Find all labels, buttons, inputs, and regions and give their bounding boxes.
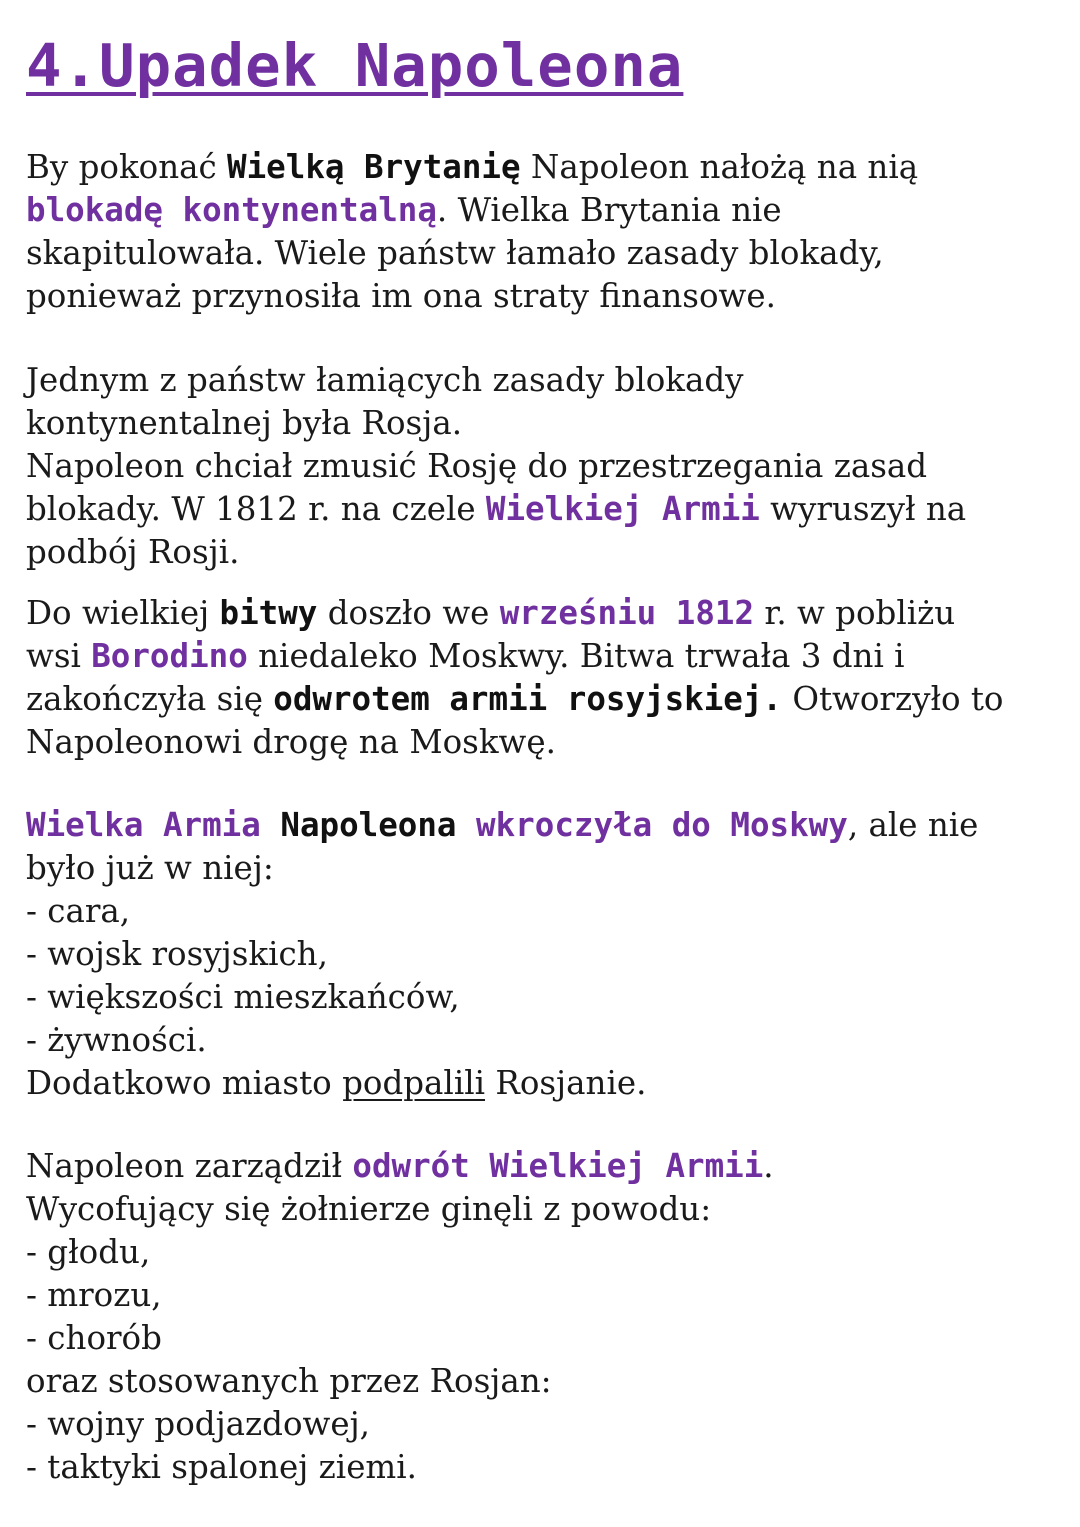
list-item: - wojsk rosyjskich,: [26, 935, 328, 973]
keyword-entered-moscow: wkroczyła do Moskwy: [476, 806, 848, 844]
text-line: Dodatkowo miasto podpalili Rosjanie.: [26, 1064, 647, 1102]
keyword-great-army: Wielkiej Armii: [485, 490, 760, 528]
paragraph-retreat: [26, 1145, 1066, 1489]
text-line: skapitulowała. Wiele państw łamało zasady blokady,: [26, 234, 884, 272]
list-item: - głodu,: [26, 1233, 151, 1271]
keyword-great-britain: Wielką Brytanię: [227, 148, 521, 186]
page-title: 4.Upadek Napoleona: [26, 31, 684, 100]
keyword-retreat: odwrót Wielkiej Armii: [352, 1147, 764, 1185]
list-item: - większości mieszkańców,: [26, 978, 460, 1016]
text-line: Napoleon chciał zmusić Rosję do przestrzegania zasad: [26, 447, 928, 485]
keyword-battle: bitwy: [219, 594, 318, 632]
list-item: - chorób: [26, 1319, 162, 1357]
text-line: Wycofujący się żołnierze ginęli z powodu:: [26, 1190, 712, 1228]
keyword-napoleon: Napoleona: [260, 806, 477, 844]
keyword-great-army: Wielka Armia: [26, 806, 261, 844]
keyword-continental-blockade: blokadę kontynentalną: [26, 191, 437, 229]
text-line: Wielka Armia Napoleona wkroczyła do Moskwy, ale nie: [26, 806, 979, 844]
underlined-word: podpalili: [342, 1064, 486, 1102]
paragraph-russia-invasion: [26, 359, 1066, 574]
text-line: Napoleonowi drogę na Moskwę.: [26, 723, 556, 761]
text-line: wsi Borodino niedaleko Moskwy. Bitwa trwała 3 dni i: [26, 637, 905, 675]
text-line: kontynentalnej była Rosja.: [26, 404, 463, 442]
text-line: było już w niej:: [26, 849, 274, 887]
text-line: blokadę kontynentalną. Wielka Brytania nie: [26, 191, 782, 229]
keyword-borodino: Borodino: [91, 637, 248, 675]
text-line: Jednym z państw łamiących zasady blokady: [26, 361, 744, 399]
text-line: Do wielkiej bitwy doszło we wrześniu 1812 r. w pobliżu: [26, 594, 956, 632]
text-line: oraz stosowanych przez Rosjan:: [26, 1362, 552, 1400]
list-item: - żywności.: [26, 1021, 207, 1059]
keyword-russian-retreat: odwrotem armii rosyjskiej.: [273, 680, 782, 718]
text-line: ponieważ przynosiła im ona straty finansowe.: [26, 277, 776, 315]
text-line: blokady. W 1812 r. na czele Wielkiej Armii wyruszył na: [26, 490, 967, 528]
keyword-date: wrześniu 1812: [499, 594, 755, 632]
paragraph-moscow: [26, 804, 1066, 1105]
text-line: By pokonać Wielką Brytanię Napoleon nałożą na nią: [26, 148, 919, 186]
paragraph-borodino: [26, 592, 1066, 764]
list-item: - mrozu,: [26, 1276, 162, 1314]
text-line: Napoleon zarządził odwrót Wielkiej Armii.: [26, 1147, 774, 1185]
paragraph-continental-blockade: [26, 146, 1066, 318]
text-line: zakończyła się odwrotem armii rosyjskiej. Otworzyło to: [26, 680, 1004, 718]
list-item: - wojny podjazdowej,: [26, 1405, 370, 1443]
text-line: podbój Rosji.: [26, 533, 240, 571]
list-item: - taktyki spalonej ziemi.: [26, 1448, 417, 1486]
list-item: - cara,: [26, 892, 131, 930]
